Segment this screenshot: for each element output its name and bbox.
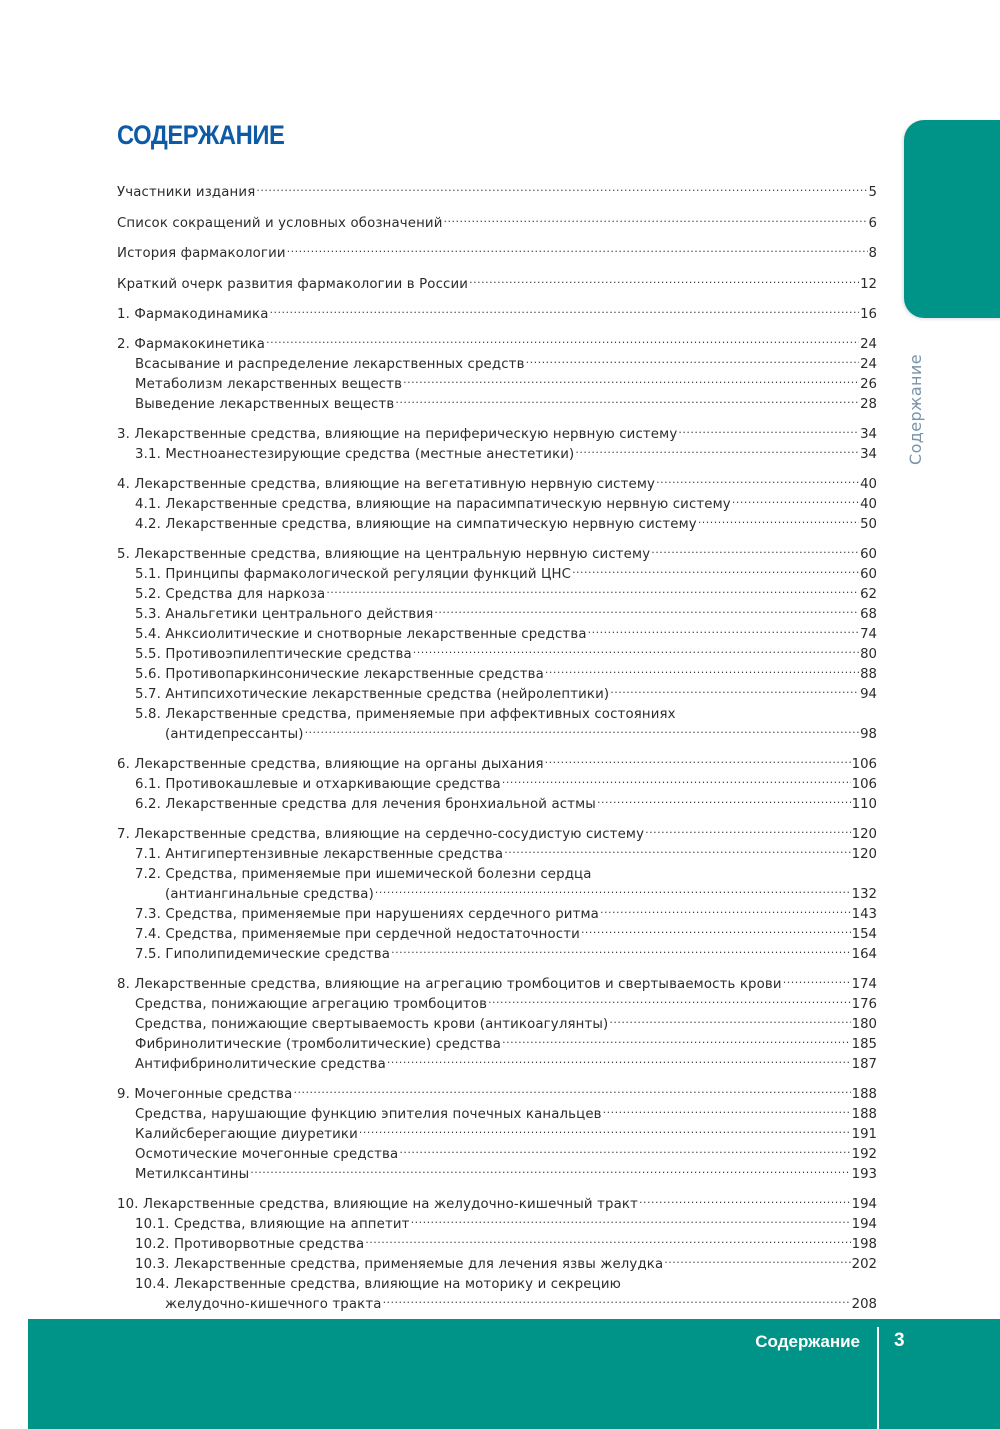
toc-entry-label: Всасывание и распределение лекарственных средств: [135, 357, 525, 372]
toc-entry-page: 12: [860, 276, 877, 292]
dot-leader: [375, 878, 851, 898]
dot-leader: [600, 898, 851, 918]
toc-entry-label: 8. Лекарственные средства, влияющие на агрегацию тромбоцитов и свертываемость крови: [117, 977, 782, 992]
toc-entry-page: 80: [860, 647, 877, 662]
toc-entry-page: 40: [860, 477, 877, 492]
toc-entry-label: 9. Мочегонные средства: [117, 1087, 293, 1102]
toc-entry-page: 185: [851, 1037, 877, 1052]
toc-entry-label: 5.1. Принципы фармакологической регуляции функций ЦНС: [135, 567, 572, 582]
dot-leader: [597, 788, 851, 808]
dot-leader: [270, 298, 860, 318]
dot-leader: [359, 1118, 851, 1138]
dot-leader: [326, 578, 859, 598]
toc-entry-label: Метилксантины: [135, 1167, 250, 1182]
toc-entry-page: 176: [851, 997, 877, 1012]
toc-entry-page: 198: [851, 1237, 877, 1252]
toc-entry-label: 4.2. Лекарственные средства, влияющие на симпатическую нервную систему: [135, 517, 697, 532]
footer-divider: [877, 1327, 879, 1429]
dot-leader: [678, 418, 859, 438]
toc-entry-page: 34: [860, 447, 877, 462]
dot-leader: [395, 388, 859, 408]
dot-leader: [365, 1228, 850, 1248]
dot-leader: [293, 1078, 850, 1098]
dot-leader: [434, 598, 859, 618]
toc-entry-label: (антиангинальные средства): [165, 887, 374, 902]
toc-entry-page: 174: [851, 977, 877, 992]
toc-entry-page: 208: [851, 1297, 877, 1312]
dot-leader: [305, 718, 860, 738]
toc-entry[interactable]: [117, 268, 877, 299]
toc-entry-page: 188: [851, 1107, 877, 1122]
dot-leader: [413, 638, 859, 658]
toc-entry-label: Участники издания: [117, 185, 256, 200]
table-of-contents: [117, 176, 877, 1318]
toc-entry-page: 60: [860, 547, 877, 562]
toc-entry-label: 5.5. Противоэпилептические средства: [135, 647, 412, 662]
dot-leader: [651, 538, 859, 558]
dot-leader: [664, 1248, 850, 1268]
toc-entry-label: 10. Лекарственные средства, влияющие на желудочно-кишечный тракт: [117, 1197, 638, 1212]
dot-leader: [783, 968, 851, 988]
toc-entry-page: 50: [860, 517, 877, 532]
dot-leader: [469, 268, 859, 288]
toc-entry-label: Выведение лекарственных веществ: [135, 397, 395, 412]
toc-chapter-9: [117, 1078, 877, 1182]
toc-entry-label: 5. Лекарственные средства, влияющие на центральную нервную систему: [117, 547, 651, 562]
page-number: 3: [894, 1330, 905, 1351]
toc-entry-label: Осмотические мочегонные средства: [135, 1147, 399, 1162]
toc-entry-label: 5.6. Противопаркинсонические лекарственные средства: [135, 667, 544, 682]
toc-entry-label: 5.4. Анксиолитические и снотворные лекарственные средства: [135, 627, 587, 642]
toc-chapter-6: [117, 748, 877, 812]
toc-chapter-heading[interactable]: [117, 818, 877, 842]
toc-entry-page: 180: [851, 1017, 877, 1032]
dot-leader: [698, 508, 859, 528]
toc-entry-label: Калийсберегающие диуретики: [135, 1127, 358, 1142]
toc-entry-page: 24: [860, 357, 877, 372]
toc-entry-label: 4. Лекарственные средства, влияющие на вегетативную нервную систему: [117, 477, 656, 492]
toc-entry-page: 188: [851, 1087, 877, 1102]
toc-entry-page: 60: [860, 567, 877, 582]
toc-chapter-2: [117, 328, 877, 412]
dot-leader: [256, 176, 867, 196]
toc-entry-label: 10.3. Лекарственные средства, применяемые для лечения язвы желудка: [135, 1257, 664, 1272]
toc-chapter-heading[interactable]: [117, 1078, 877, 1102]
dot-leader: [572, 558, 859, 578]
toc-chapter-3: [117, 418, 877, 462]
dot-leader: [266, 328, 859, 348]
dot-leader: [387, 1048, 851, 1068]
dot-leader: [545, 658, 859, 678]
toc-entry-label: 3.1. Местноанестезирующие средства (местные анестетики): [135, 447, 575, 462]
toc-entry-label: 7.4. Средства, применяемые при сердечной недостаточности: [135, 927, 580, 942]
toc-entry-label: 6.2. Лекарственные средства для лечения бронхиальной астмы: [135, 797, 596, 812]
toc-entry-page: 74: [860, 627, 877, 642]
toc-entry-page: 88: [860, 667, 877, 682]
dot-leader: [639, 1188, 851, 1208]
toc-entry-label: 4.1. Лекарственные средства, влияющие на парасимпатическую нервную систему: [135, 497, 731, 512]
toc-entry-page: 191: [851, 1127, 877, 1142]
toc-entry-page: 26: [860, 377, 877, 392]
toc-entry-page: 98: [860, 727, 877, 742]
toc-entry-page: 24: [860, 337, 877, 352]
toc-entry-label: 7.2. Средства, применяемые при ишемической болезни сердца: [135, 867, 592, 882]
toc-entry-label: (антидепрессанты): [165, 727, 304, 742]
toc-entry-label: Средства, понижающие свертываемость крови (антикоагулянты): [135, 1017, 609, 1032]
toc-entry-page: 164: [851, 947, 877, 962]
dot-leader: [399, 1138, 850, 1158]
toc-entry-page: 5: [868, 185, 877, 200]
toc-entry-page: 202: [851, 1257, 877, 1272]
toc-entry-label: 3. Лекарственные средства, влияющие на периферическую нервную систему: [117, 427, 678, 442]
dot-leader: [504, 838, 850, 858]
toc-entry-label: 10.2. Противорвотные средства: [135, 1237, 365, 1252]
dot-leader: [411, 1208, 851, 1228]
footer-section-title: Содержание: [755, 1332, 860, 1351]
toc-entry-page: 106: [851, 757, 877, 772]
toc-entry[interactable]: [117, 298, 877, 328]
toc-entry-label: 7.3. Средства, применяемые при нарушениях сердечного ритма: [135, 907, 599, 922]
toc-entry-label: Фибринолитические (тромболитические) средства: [135, 1037, 502, 1052]
toc-entry-label: 5.3. Анальгетики центрального действия: [135, 607, 434, 622]
toc-entry-label: Список сокращений и условных обозначений: [117, 215, 443, 231]
toc-entry-page: 28: [860, 397, 877, 412]
toc-entry-page: 94: [860, 687, 877, 702]
toc-chapter-heading[interactable]: [117, 968, 877, 992]
page-footer: [28, 1319, 1000, 1429]
toc-entry-page: 187: [851, 1057, 877, 1072]
dot-leader: [603, 1098, 851, 1118]
toc-chapter-heading[interactable]: [117, 1188, 877, 1212]
toc-entry-label: Антифибринолитические средства: [135, 1057, 386, 1072]
dot-leader: [645, 818, 851, 838]
dot-leader: [502, 768, 851, 788]
toc-chapter-8: [117, 968, 877, 1072]
toc-chapter-7: [117, 818, 877, 962]
toc-entry-page: 34: [860, 427, 877, 442]
section-tab: [904, 120, 1000, 318]
dot-leader: [581, 918, 851, 938]
toc-entry-page: 6: [868, 215, 877, 231]
toc-chapter-heading[interactable]: [117, 538, 877, 562]
dot-leader: [610, 678, 859, 698]
dot-leader: [391, 938, 851, 958]
toc-entry[interactable]: [117, 207, 877, 238]
toc-chapter-10: [117, 1188, 877, 1312]
toc-entry-page: 106: [851, 777, 877, 792]
dot-leader: [526, 348, 860, 368]
toc-entry-label: Метаболизм лекарственных веществ: [135, 377, 403, 392]
toc-entry-page: 120: [851, 827, 877, 842]
toc-entry-page: 16: [860, 307, 877, 322]
toc-entry-page: 194: [851, 1197, 877, 1212]
toc-entry-page: 8: [868, 246, 877, 261]
toc-entry-page: 194: [851, 1217, 877, 1232]
toc-chapter-heading[interactable]: [117, 468, 877, 492]
toc-entry-label: 7.1. Антигипертензивные лекарственные средства: [135, 847, 504, 862]
toc-chapter-4: [117, 468, 877, 532]
dot-leader: [383, 1288, 851, 1308]
toc-entry-label: История фармакологии: [117, 246, 286, 261]
toc-entry-label: 6. Лекарственные средства, влияющие на органы дыхания: [117, 757, 544, 772]
toc-entry-label: 10.1. Средства, влияющие на аппетит: [135, 1217, 410, 1232]
side-tab-label: Содержание: [906, 354, 925, 465]
toc-entry-label: 7.5. Гиполипидемические средства: [135, 947, 391, 962]
toc-entry-label: Средства, понижающие агрегацию тромбоцитов: [135, 997, 488, 1012]
toc-entry-label: Краткий очерк развития фармакологии в России: [117, 276, 469, 292]
toc-entry-page: 68: [860, 607, 877, 622]
dot-leader: [656, 468, 859, 488]
dot-leader: [444, 207, 868, 227]
toc-entry-label: 5.8. Лекарственные средства, применяемые при аффективных состояниях: [135, 707, 676, 722]
dot-leader: [609, 1008, 850, 1028]
dot-leader: [588, 618, 859, 638]
dot-leader: [575, 438, 859, 458]
toc-entry-label: 7. Лекарственные средства, влияющие на сердечно-сосудистую систему: [117, 827, 645, 842]
toc-entry-page: 192: [851, 1147, 877, 1162]
toc-entry-label: 1. Фармакодинамика: [117, 307, 269, 322]
toc-entry-page: 40: [860, 497, 877, 512]
toc-entry-label: Средства, нарушающие функцию эпителия почечных канальцев: [135, 1107, 602, 1122]
toc-entry-label: желудочно-кишечного тракта: [165, 1297, 382, 1312]
toc-entry-page: 120: [851, 847, 877, 862]
dot-leader: [502, 1028, 851, 1048]
dot-leader: [250, 1158, 850, 1178]
dot-leader: [545, 748, 851, 768]
toc-entry-label: 2. Фармакокинетика: [117, 337, 266, 352]
dot-leader: [403, 368, 859, 388]
toc-entry-page: 143: [851, 907, 877, 922]
toc-entry-page: 154: [851, 927, 877, 942]
toc-entry-page: 193: [851, 1167, 877, 1182]
toc-chapter-heading[interactable]: [117, 418, 877, 442]
dot-leader: [732, 488, 859, 508]
toc-entry-page: 110: [851, 797, 877, 812]
toc-chapter-heading[interactable]: [117, 748, 877, 772]
toc-entry-page: 132: [851, 887, 877, 902]
dot-leader: [488, 988, 851, 1008]
page-title: СОДЕРЖАНИЕ: [117, 120, 285, 150]
toc-chapter-5: [117, 538, 877, 742]
toc-entry-label: 6.1. Противокашлевые и отхаркивающие средства: [135, 777, 501, 792]
toc-entry-label: 10.4. Лекарственные средства, влияющие на моторику и секрецию: [135, 1277, 621, 1292]
toc-entry-page: 62: [860, 587, 877, 602]
dot-leader: [287, 237, 868, 257]
toc-entry[interactable]: [117, 237, 877, 268]
toc-entry-label: 5.2. Средства для наркоза: [135, 587, 326, 602]
toc-chapter-heading[interactable]: [117, 328, 877, 352]
toc-entry[interactable]: [117, 176, 877, 207]
toc-entry-label: 5.7. Антипсихотические лекарственные средства (нейролептики): [135, 687, 610, 702]
